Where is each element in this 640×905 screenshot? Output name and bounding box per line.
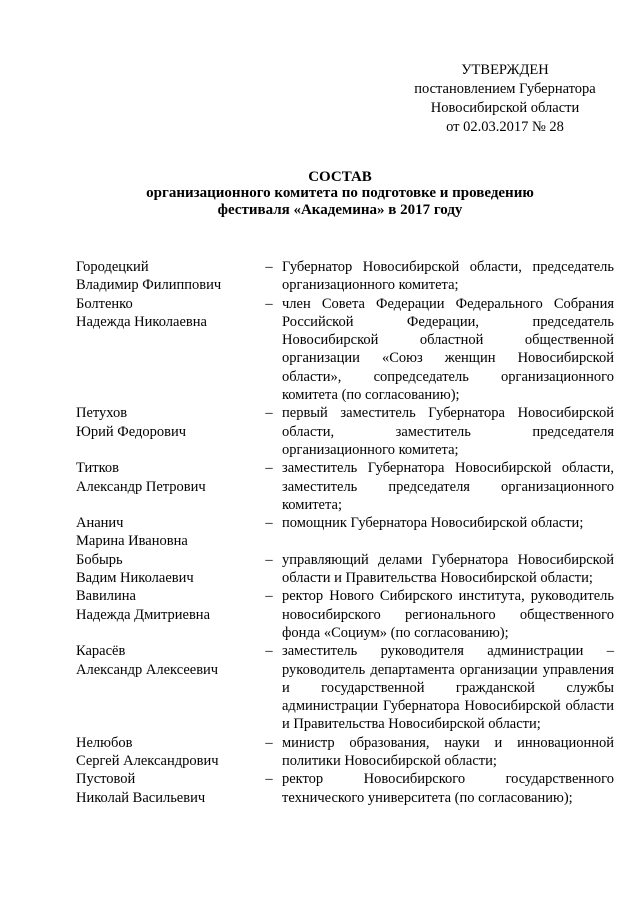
dash-separator: – bbox=[265, 551, 273, 568]
dash-separator: – bbox=[265, 643, 273, 660]
member-name bbox=[76, 734, 256, 771]
member-name bbox=[76, 587, 256, 642]
member-surname: Петухов bbox=[76, 405, 128, 422]
member-role: ректор Нового Сибирского института, руководитель новосибирского регионального общественного фонда «Социум» (по согласованию); bbox=[282, 588, 614, 641]
dash-separator: – bbox=[265, 460, 273, 477]
member-given-name: Марина Ивановна bbox=[76, 533, 188, 550]
dash-separator: – bbox=[265, 259, 273, 275]
member-surname: Титков bbox=[76, 460, 119, 477]
member-name bbox=[76, 514, 256, 551]
member-role: первый заместитель Губернатора Новосибирской области, заместитель председателя организационного комитета; bbox=[282, 405, 614, 458]
member-given-name: Вадим Николаевич bbox=[76, 570, 194, 587]
member-name bbox=[76, 770, 256, 807]
member-given-name: Надежда Николаевна bbox=[76, 313, 207, 330]
dash-separator: – bbox=[265, 771, 273, 788]
document-subtitle-line2: фестиваля «Академина» в 2017 году bbox=[217, 202, 463, 218]
member-given-name: Владимир Филиппович bbox=[76, 277, 222, 294]
member-given-name: Александр Алексеевич bbox=[76, 661, 219, 678]
approval-region: Новосибирской области bbox=[430, 100, 580, 116]
member-name bbox=[76, 295, 256, 405]
member-given-name: Надежда Дмитриевна bbox=[76, 606, 211, 623]
member-surname: Вавилина bbox=[76, 588, 136, 605]
dash-separator: – bbox=[265, 588, 273, 605]
member-role: министр образования, науки и инновационной политики Новосибирской области; bbox=[282, 734, 614, 770]
member-name bbox=[76, 642, 256, 733]
member-row bbox=[76, 770, 616, 807]
member-row bbox=[76, 459, 616, 514]
member-given-name: Николай Васильевич bbox=[76, 789, 206, 806]
dash-separator: – bbox=[265, 515, 273, 532]
member-name bbox=[76, 258, 256, 295]
member-row bbox=[76, 404, 616, 459]
member-row bbox=[76, 734, 616, 771]
member-surname: Нелюбов bbox=[76, 734, 133, 751]
member-name bbox=[76, 551, 256, 588]
member-role: заместитель Губернатора Новосибирской области, заместитель председателя организационного комитета; bbox=[282, 460, 614, 513]
member-surname: Городецкий bbox=[76, 259, 149, 275]
member-given-name: Сергей Александрович bbox=[76, 753, 219, 770]
member-row bbox=[76, 551, 616, 588]
member-given-name: Александр Петрович bbox=[76, 478, 206, 495]
member-role: член Совета Федерации Федерального Собрания Российской Федерации, председатель Новосибирской областной общественной организации «Союз женщин Новосибирской области», сопредседатель организационного комитета (по согласованию); bbox=[282, 295, 614, 404]
member-role: Губернатор Новосибирской области, председатель организационного комитета; bbox=[282, 259, 614, 294]
member-row bbox=[76, 258, 616, 295]
member-surname: Карасёв bbox=[76, 643, 126, 660]
member-role: заместитель руководителя администрации – руководитель департамента организации управления и государственной гражданской службы администрации Губернатора Новосибирской области и Правительства Новосибирской области; bbox=[282, 643, 614, 733]
member-surname: Пустовой bbox=[76, 771, 136, 788]
member-row bbox=[76, 295, 616, 405]
approval-date-number: от 02.03.2017 № 28 bbox=[446, 119, 564, 135]
member-row bbox=[76, 514, 616, 551]
approval-heading: УТВЕРЖДЕН bbox=[461, 62, 549, 78]
member-role: управляющий делами Губернатора Новосибирской области и Правительства Новосибирской области; bbox=[282, 551, 614, 587]
dash-separator: – bbox=[265, 734, 273, 751]
document-subtitle-line1: организационного комитета по подготовке и проведению bbox=[146, 185, 534, 201]
dash-separator: – bbox=[265, 295, 273, 312]
approval-stamp bbox=[400, 61, 610, 137]
member-given-name: Юрий Федорович bbox=[76, 423, 187, 440]
member-surname: Болтенко bbox=[76, 295, 133, 312]
member-row bbox=[76, 642, 616, 733]
committee-member-list bbox=[76, 258, 616, 807]
document-title: СОСТАВ bbox=[308, 169, 372, 185]
dash-separator: – bbox=[265, 405, 273, 422]
member-surname: Бобырь bbox=[76, 551, 123, 568]
member-role: ректор Новосибирского государственного технического университета (по согласованию); bbox=[282, 771, 614, 806]
member-row bbox=[76, 587, 616, 642]
member-name bbox=[76, 404, 256, 459]
approval-decree: постановлением Губернатора bbox=[414, 81, 596, 97]
member-role: помощник Губернатора Новосибирской области; bbox=[282, 515, 584, 532]
member-surname: Ананич bbox=[76, 515, 124, 532]
member-name bbox=[76, 459, 256, 514]
